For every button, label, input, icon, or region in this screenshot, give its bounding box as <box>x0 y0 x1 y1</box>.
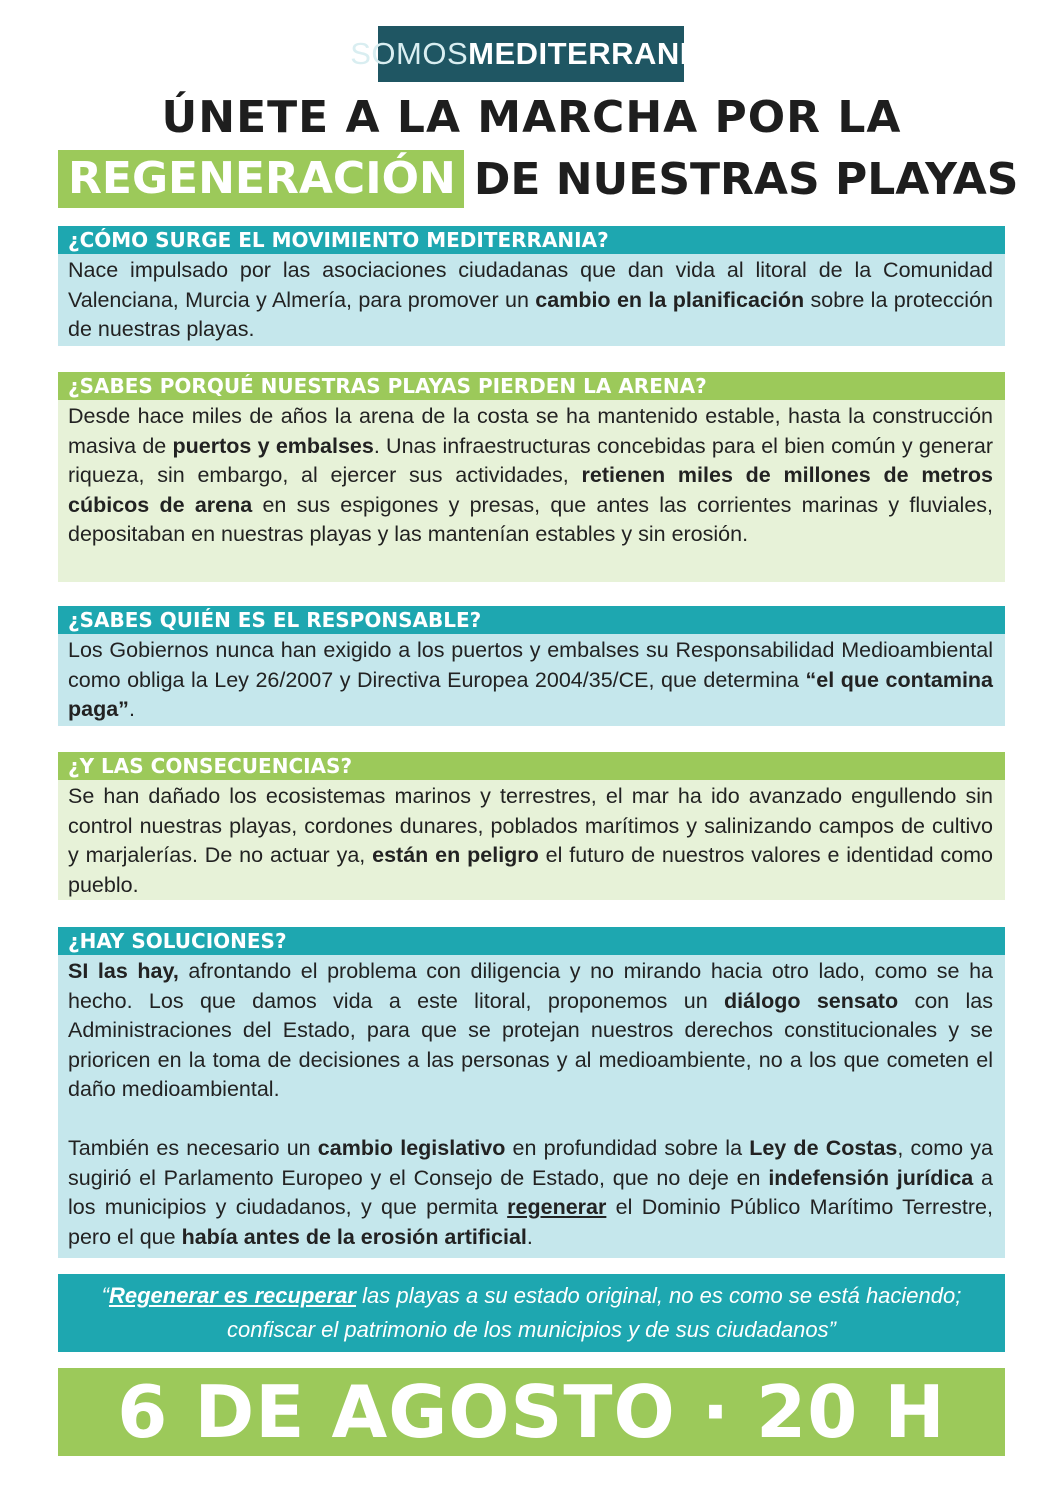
text: en sus espigones y presas, que antes las corrientes marinas y fluviales, depositaban en nuestras playas y las mantenían estables y sin erosión. <box>68 492 994 546</box>
text: También es necesario un <box>68 1136 318 1160</box>
text: sobre la protección de nuestras playas. <box>68 287 993 341</box>
quote-open: “ <box>101 1283 109 1308</box>
text: Desde hace miles de años la arena de la costa se ha mantenido estable, hasta la construcción masiva de <box>68 404 993 458</box>
text: . <box>526 1224 533 1249</box>
text: el futuro de nuestros valores e identidad como pueblo. <box>68 843 993 897</box>
text: con las Administraciones del Estado, para que se protejan nuestros derechos constitucionales y se prioricen en la toma de decisiones a las personas y al medioambiente, no a los que cometen el daño medioambiental. <box>68 988 993 1101</box>
quote-box <box>58 1274 1005 1352</box>
paragraph <box>68 957 993 1105</box>
bold-text: había antes de la erosión artificial <box>181 1224 527 1249</box>
headline-line2 <box>58 150 1019 208</box>
bold-text: cambio en la planificación <box>535 287 805 312</box>
headline-highlight: REGENERACIÓN <box>58 150 464 208</box>
section-heading: ¿Y LAS CONSECUENCIAS? <box>58 752 1005 780</box>
headline-line2-rest: DE NUESTRAS PLAYAS <box>473 153 1019 205</box>
section-body <box>58 254 1005 346</box>
bold-text: diálogo sensato <box>724 988 899 1013</box>
bold-text: puertos y embalses <box>172 433 374 458</box>
text: , como ya sugirió el Parlamento Europeo y el Consejo de Estado, que no deje en <box>68 1136 993 1190</box>
text: a los municipios y ciudadanos, y que permita <box>68 1165 993 1219</box>
section-heading: ¿SABES QUIÉN ES EL RESPONSABLE? <box>58 606 1005 634</box>
section-body <box>58 634 1005 726</box>
text: Los Gobiernos nunca han exigido a los puertos y embalses su Responsabilidad Medioambiental como obliga la Ley 26/2007 y Directiva Europea 2004/35/CE, que determina <box>68 638 993 692</box>
bold-text: “el que contamina paga” <box>68 667 994 721</box>
text: el Dominio Público Marítimo Terrestre, pero el que <box>68 1195 993 1249</box>
text: . <box>128 697 135 721</box>
headline-line1: ÚNETE A LA MARCHA POR LA <box>161 92 902 143</box>
paragraph <box>68 1134 993 1252</box>
bold-text: retienen miles de millones de metros cúbicos de arena <box>68 463 994 517</box>
bold-text: Ley de Costas <box>749 1136 898 1160</box>
section-solutions <box>58 927 1005 1258</box>
section-heading: ¿SABES PORQUÉ NUESTRAS PLAYAS PIERDEN LA ARENA? <box>58 372 1005 400</box>
section-responsible <box>58 606 1005 726</box>
section-sand-loss <box>58 372 1005 582</box>
section-body <box>58 955 1005 1258</box>
section-origin <box>58 226 1005 346</box>
section-body <box>58 400 1005 582</box>
underlined-bold-text: regenerar <box>507 1195 607 1219</box>
section-heading: ¿HAY SOLUCIONES? <box>58 927 1005 955</box>
bold-text: indefensión jurídica <box>768 1165 974 1190</box>
section-consequences <box>58 752 1005 900</box>
section-heading: ¿CÓMO SURGE EL MOVIMIENTO MEDITERRANIA? <box>58 226 1005 254</box>
event-date-banner: 6 DE AGOSTO · 20 H <box>58 1368 1005 1456</box>
logo <box>350 26 712 82</box>
section-body <box>58 780 1005 900</box>
quote-underlined: Regenerar es recuperar <box>108 1283 356 1308</box>
text: Nace impulsado por las asociaciones ciudadanas que dan vida al litoral de la Comunidad Valenciana, Murcia y Almería, para promover un <box>68 258 993 312</box>
logo-part-mediterrania: MEDITERRANIA <box>468 36 712 71</box>
quote-text: las playas a su estado original, no es como se está haciendo; confiscar el patrimonio de los municipios y de sus ciudadanos” <box>227 1283 962 1342</box>
text: Se han dañado los ecosistemas marinos y terrestres, el mar ha ido avanzado engullendo sin control nuestras playas, cordones dunares, poblados marítimos y salinizando campos de cultivo y marjalerías. De no actuar ya, <box>68 784 993 867</box>
bold-text: SI las hay, <box>68 959 179 983</box>
text: afrontando el problema con diligencia y no mirando hacia otro lado, como se ha hecho. Los que damos vida a este litoral, proponemos un <box>68 959 993 1013</box>
text: . Unas infraestructuras concebidas para el bien común y generar riqueza, sin embargo, al ejercer sus actividades, <box>68 433 993 487</box>
logo-part-somos: SOMOS <box>350 36 469 71</box>
text: en profundidad sobre la <box>505 1136 750 1160</box>
bold-text: cambio legislativo <box>317 1136 506 1160</box>
bold-text: están en peligro <box>372 843 539 867</box>
